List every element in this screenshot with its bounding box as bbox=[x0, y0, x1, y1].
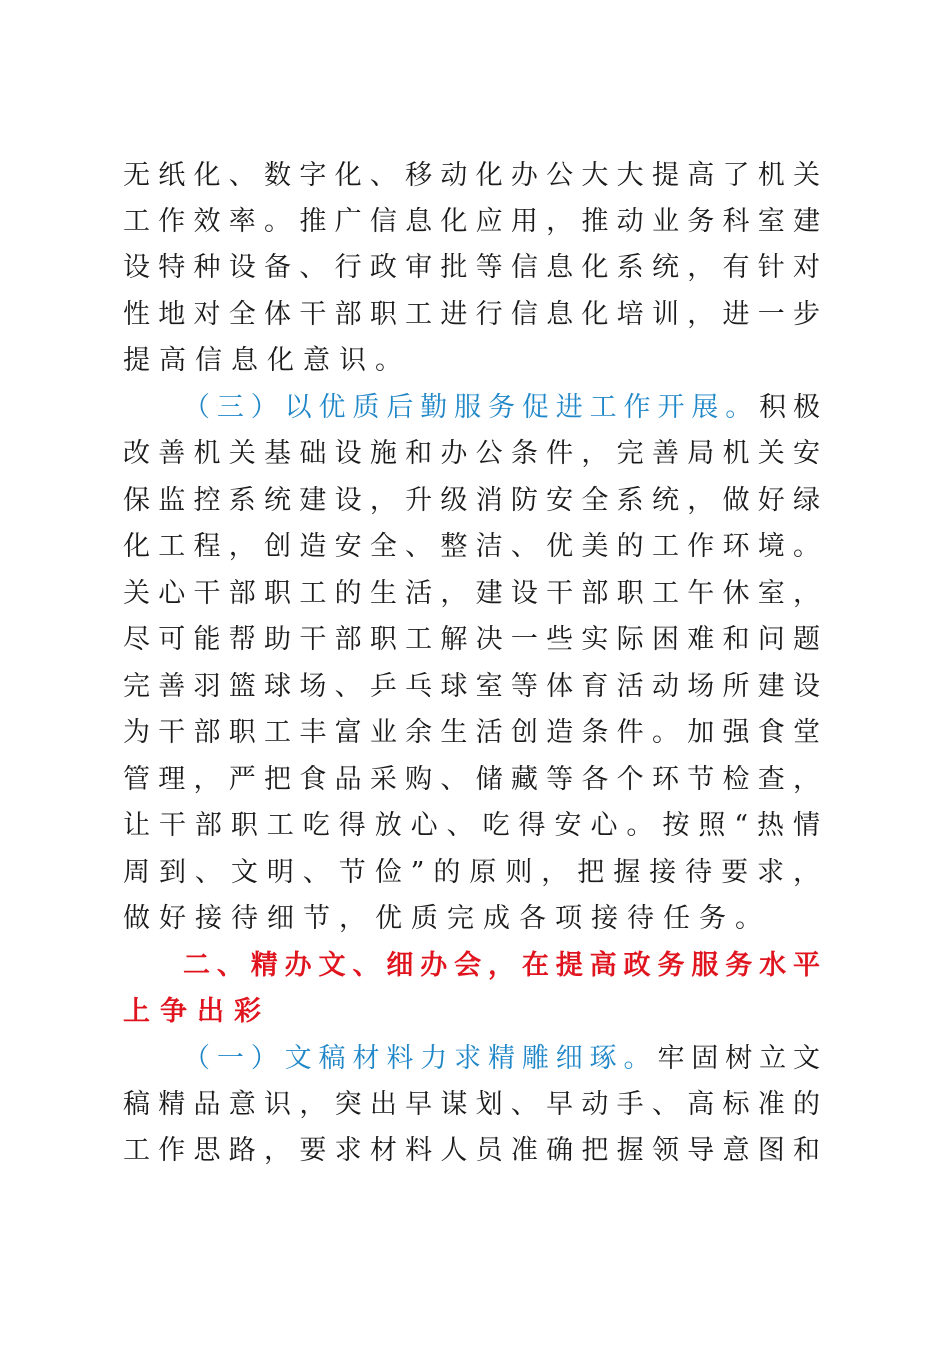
paragraph-line: 设特种设备、行政审批等信息化系统，有针对 bbox=[123, 252, 820, 283]
subheading-three: （三）以优质后勤服务促进工作开展。 bbox=[183, 392, 760, 423]
subheading-tail: 牢固树立文 bbox=[657, 1043, 820, 1074]
paragraph-line: 性地对全体干部职工进行信息化培训，进一步 bbox=[123, 299, 820, 330]
paragraph-line: 保监控系统建设，升级消防安全系统，做好绿 bbox=[123, 485, 820, 516]
subheading-tail: 积极 bbox=[759, 392, 820, 423]
paragraph-line: 提高信息化意识。 bbox=[123, 345, 411, 376]
paragraph-line: 关心干部职工的生活，建设干部职工午休室， bbox=[123, 578, 820, 609]
paragraph-line: 让干部职工吃得放心、吃得安心。按照“热情 bbox=[123, 810, 820, 841]
subheading-line bbox=[183, 1036, 820, 1082]
subheading-one: （一）文稿材料力求精雕细琢。 bbox=[183, 1043, 658, 1074]
paragraph-line: 周到、文明、节俭”的原则，把握接待要求， bbox=[123, 857, 820, 888]
paragraph-line: 改善机关基础设施和办公条件，完善局机关安 bbox=[123, 438, 820, 469]
paragraph-line: 工作思路，要求材料人员准确把握领导意图和 bbox=[123, 1135, 820, 1166]
paragraph-line: 为干部职工丰富业余生活创造条件。加强食堂 bbox=[123, 717, 820, 748]
paragraph-line: 尽可能帮助干部职工解决一些实际困难和问题 bbox=[123, 624, 820, 655]
paragraph-line: 管理，严把食品采购、储藏等各个环节检查， bbox=[123, 764, 820, 795]
section-heading-line-1: 二、精办文、细办会，在提高政务服务水平 bbox=[183, 950, 820, 981]
section-heading-line-2: 上争出彩 bbox=[123, 996, 271, 1027]
paragraph-line: 稿精品意识，突出早谋划、早动手、高标准的 bbox=[123, 1089, 820, 1120]
paragraph-line: 工作效率。推广信息化应用，推动业务科室建 bbox=[123, 206, 820, 237]
paragraph-line: 化工程，创造安全、整洁、优美的工作环境。 bbox=[123, 531, 820, 562]
paragraph-line: 无纸化、数字化、移动化办公大大提高了机关 bbox=[123, 160, 820, 191]
subheading-line bbox=[183, 385, 820, 431]
paragraph-line: 完善羽篮球场、乒乓球室等体育活动场所建设 bbox=[123, 671, 820, 702]
paragraph-line: 做好接待细节，优质完成各项接待任务。 bbox=[123, 903, 771, 934]
